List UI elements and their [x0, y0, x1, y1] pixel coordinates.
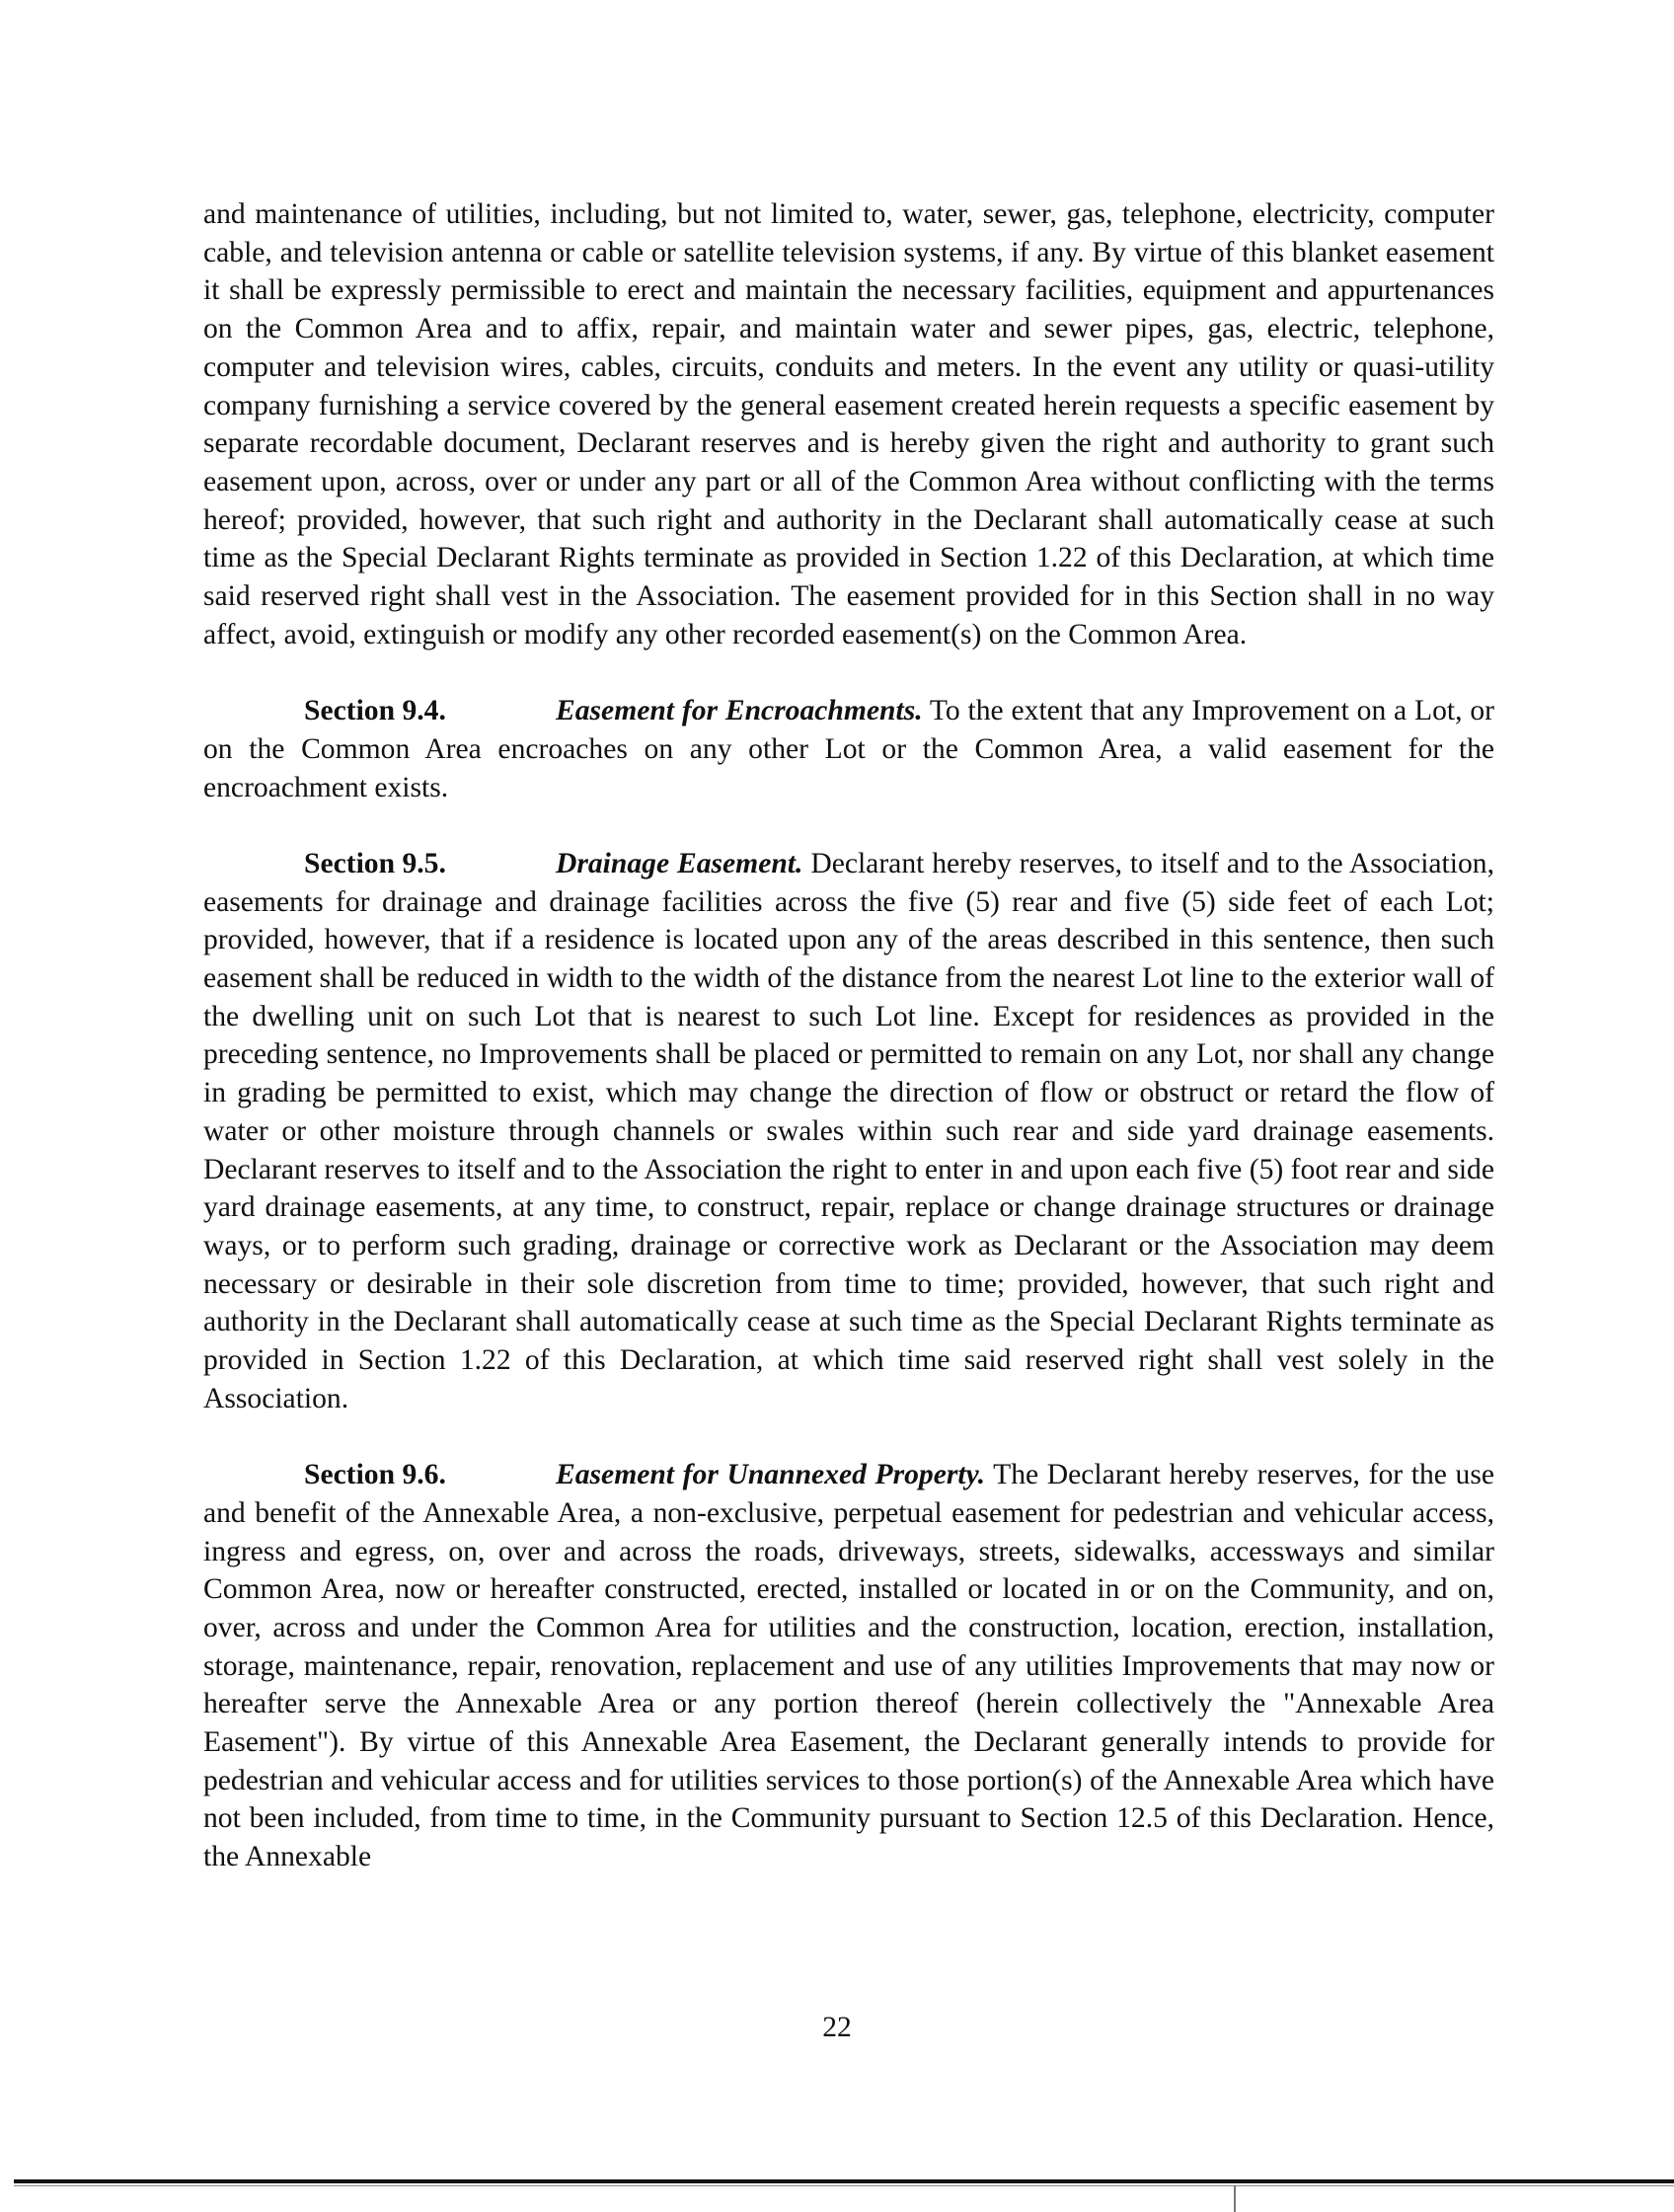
- section-text: To the extent that any Improvement on a Lot, or on the Common Area encroaches on any other Lot or the Common Area, a valid easement for the encroachment exists.: [203, 695, 1494, 803]
- section-number: Section 9.5.: [304, 847, 446, 879]
- paragraph-section-9-6: [203, 1456, 1494, 1876]
- section-text: The Declarant hereby reserves, for the use and benefit of the Annexable Area, a non-exclusive, perpetual easement for pedestrian and vehicular access, ingress and egress, on, over and across the roads, driveways, streets, sidewalks, accessways and similar Common Area, now or hereafter constructed, erected, installed or located in or on the Community, and on, over, across and under the Common Area for utilities and the construction, location, erection, installation, storage, maintenance, repair, renovation, replacement and use of any utilities Improvements that may now or hereafter serve the Annexable Area or any portion thereof (herein collectively the "Annexable Area Easement"). By virtue of this Annexable Area Easement, the Declarant generally intends to provide for pedestrian and vehicular access and for utilities services to those portion(s) of the Annexable Area which have not been included, from time to time, in the Community pursuant to Section 12.5 of this Declaration. Hence, the Annexable: [203, 1459, 1494, 1873]
- bottom-border-rule-thin: [14, 2185, 1674, 2186]
- section-title: Easement for Unannexed Property.: [556, 1459, 986, 1491]
- paragraph-section-9-5: [203, 845, 1494, 1418]
- section-text: Declarant hereby reserves, to itself and to the Association, easements for drainage and drainage facilities across the five (5) rear and five (5) side feet of each Lot; provided, however, that if a residence is located upon any of the areas described in this sentence, then such easement shall be reduced in width to the width of the distance from the nearest Lot line to the exterior wall of the dwelling unit on such Lot that is nearest to such Lot line. Except for residences as provided in the preceding sentence, no Improvements shall be placed or permitted to remain on any Lot, nor shall any change in grading be permitted to exist, which may change the direction of flow or obstruct or retard the flow of water or other moisture through channels or swales within such rear and side yard drainage easements. Declarant reserves to itself and to the Association the right to enter in and upon each five (5) foot rear and side yard drainage easements, at any time, to construct, repair, replace or change drainage structures or drainage ways, or to perform such grading, drainage or corrective work as Declarant or the Association may deem necessary or desirable in their sole discretion from time to time; provided, however, that such right and authority in the Declarant shall automatically cease at such time as the Special Declarant Rights terminate as provided in Section 1.22 of this Declaration, at which time said reserved right shall vest solely in the Association.: [203, 847, 1494, 1414]
- document-body: [203, 195, 1494, 1876]
- bottom-border-rule: [14, 2179, 1674, 2183]
- section-title: Easement for Encroachments.: [556, 695, 923, 727]
- section-number: Section 9.6.: [304, 1459, 446, 1491]
- section-title: Drainage Easement.: [556, 847, 803, 879]
- paragraph-section-9-4: [203, 692, 1494, 806]
- page-number: 22: [822, 2012, 852, 2043]
- scan-tick-mark: [1234, 2185, 1236, 2212]
- paragraph-utilities-easement-continued: and maintenance of utilities, including, but not limited to, water, sewer, gas, telephone, electricity, computer cable, and television antenna or cable or satellite television systems, if any. By virtue of this blanket easement it shall be expressly permissible to erect and maintain the necessary facilities, equipment and appurtenances on the Common Area and to affix, repair, and maintain water and sewer pipes, gas, electric, telephone, computer and television wires, cables, circuits, conduits and meters. In the event any utility or quasi-utility company furnishing a service covered by the general easement created herein requests a specific easement by separate recordable document, Declarant reserves and is hereby given the right and authority to grant such easement upon, across, over or under any part or all of the Common Area without conflicting with the terms hereof; provided, however, that such right and authority in the Declarant shall automatically cease at such time as the Special Declarant Rights terminate as provided in Section 1.22 of this Declaration, at which time said reserved right shall vest in the Association. The easement provided for in this Section shall in no way affect, avoid, extinguish or modify any other recorded easement(s) on the Common Area.: [203, 198, 1494, 650]
- section-number: Section 9.4.: [304, 695, 446, 727]
